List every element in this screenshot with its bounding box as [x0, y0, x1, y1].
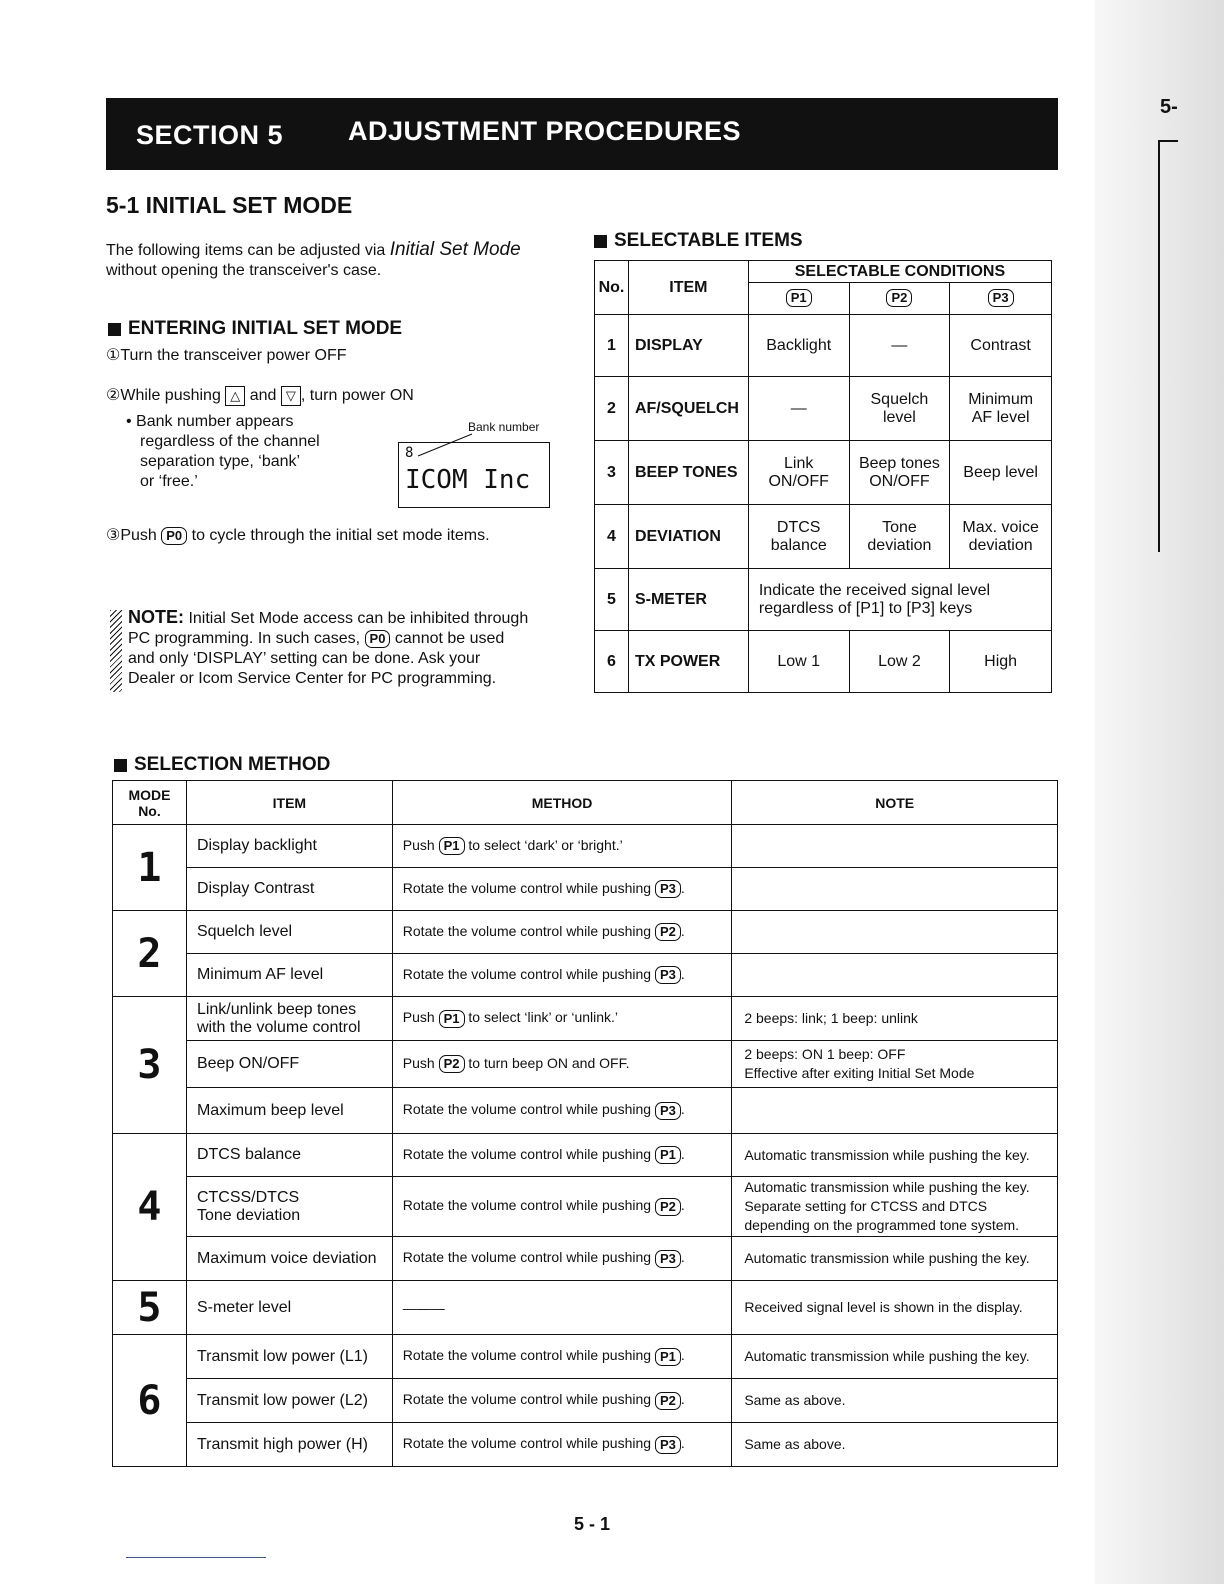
- method-push: Push: [402, 1009, 435, 1026]
- header-p1: [748, 283, 849, 315]
- method-rotate: Rotate the volume control while pushing: [402, 879, 652, 896]
- row-cond-p3: Beep level: [950, 441, 1052, 505]
- row-item: DTCS balance: [186, 1134, 392, 1177]
- row-method: Rotate the volume control while pushing P1 .: [392, 1134, 732, 1177]
- mode-number: 3: [113, 997, 187, 1134]
- row-item: TX POWER: [628, 631, 748, 693]
- p2-key-icon: P2: [886, 289, 912, 307]
- row-cond-p3: [950, 505, 1052, 569]
- selectable-title: SELECTABLE ITEMS: [614, 230, 803, 251]
- row-no: 2: [595, 377, 629, 441]
- row-no: 5: [595, 569, 629, 631]
- item-line: CTCSS/DTCS: [196, 1188, 300, 1206]
- cond-line: Tone: [882, 518, 917, 536]
- intro-emphasis: Initial Set Mode: [389, 239, 521, 260]
- header-item: ITEM: [628, 261, 748, 315]
- table-row: [595, 631, 1052, 693]
- step-2-pre: ②While pushing: [106, 387, 221, 405]
- row-method: Rotate the volume control while pushing P3 .: [392, 954, 732, 997]
- header-note: NOTE: [732, 781, 1058, 825]
- mode-number: 5: [113, 1281, 187, 1335]
- table-row: [113, 1041, 1058, 1088]
- header-method: METHOD: [392, 781, 732, 825]
- row-item: Beep ON/OFF: [186, 1041, 392, 1088]
- row-cond-p1: [748, 441, 849, 505]
- cond-line: AF level: [971, 408, 1030, 426]
- table-row: [113, 1134, 1058, 1177]
- table-row: [113, 1335, 1058, 1379]
- table-row: [595, 377, 1052, 441]
- note-marker: [110, 610, 122, 692]
- method-tail: to turn beep ON and OFF.: [468, 1054, 630, 1071]
- method-tail: to select ‘link’ or ‘unlink.’: [468, 1009, 619, 1026]
- table-row: [113, 997, 1058, 1041]
- p1-key-icon: P1: [439, 1010, 465, 1028]
- cond-line: balance: [770, 536, 827, 554]
- table-row: [113, 1088, 1058, 1134]
- row-method: [392, 825, 732, 868]
- cond-line: level: [882, 408, 916, 426]
- step-2: [106, 386, 414, 406]
- cond-line: DTCS: [776, 518, 821, 536]
- header-p2: [849, 283, 950, 315]
- mode-number: 6: [113, 1335, 187, 1467]
- step-3-post: to cycle through the initial set mode items.: [191, 527, 490, 544]
- method-rotate: Rotate the volume control while pushing: [402, 1391, 652, 1408]
- row-method: Rotate the volume control while pushing P3 .: [392, 1088, 732, 1134]
- table-row: [595, 569, 1052, 631]
- note-line: Separate setting for CTCSS and DTCS: [744, 1198, 988, 1214]
- row-cond-p1: [748, 505, 849, 569]
- note-line: depending on the programmed tone system.: [744, 1217, 1020, 1233]
- row-method: [392, 1041, 732, 1088]
- selectable-heading: [594, 230, 803, 252]
- row-method: Rotate the volume control while pushing P3 .: [392, 1237, 732, 1281]
- row-note: Same as above.: [732, 1423, 1058, 1467]
- cond-line: Squelch: [870, 390, 929, 408]
- row-note: [732, 1177, 1058, 1237]
- page-number: 5 - 1: [574, 1514, 611, 1534]
- row-item: [186, 997, 392, 1041]
- row-item: DISPLAY: [628, 315, 748, 377]
- row-cond-p1: Low 1: [748, 631, 849, 693]
- row-note: [732, 825, 1058, 868]
- row-cond-p3: Contrast: [950, 315, 1052, 377]
- bullet-square-icon: [114, 759, 127, 772]
- p3-key-icon: P3: [655, 1102, 681, 1120]
- p1-key-icon: P1: [655, 1146, 681, 1164]
- cond-line: Link: [784, 454, 814, 472]
- p0-key-icon: P0: [365, 630, 391, 648]
- header-mode: [113, 781, 187, 825]
- row-cond-p2: [849, 377, 950, 441]
- p1-key-icon: P1: [786, 289, 812, 307]
- row-note: [732, 1041, 1058, 1088]
- bullet-line-3: separation type, ‘bank’: [140, 453, 301, 470]
- cond-line: Max. voice: [962, 518, 1039, 536]
- row-method: Rotate the volume control while pushing P1 .: [392, 1335, 732, 1379]
- method-rotate: Rotate the volume control while pushing: [402, 1347, 652, 1364]
- lcd-bank-digit: 8: [405, 445, 414, 461]
- table-row: [113, 1237, 1058, 1281]
- item-line: with the volume control: [196, 1018, 361, 1036]
- p3-key-icon: P3: [988, 289, 1014, 307]
- row-item: Display backlight: [186, 825, 392, 868]
- p3-key-icon: P3: [655, 880, 681, 898]
- row-item: Transmit high power (H): [186, 1423, 392, 1467]
- row-item: Maximum beep level: [186, 1088, 392, 1134]
- header-conditions: SELECTABLE CONDITIONS: [748, 261, 1051, 283]
- table-row: [113, 1177, 1058, 1237]
- entering-title: ENTERING INITIAL SET MODE: [128, 318, 403, 339]
- item-line: Link/unlink beep tones: [196, 1000, 357, 1018]
- cond-line: Minimum: [968, 390, 1034, 408]
- row-item: Maximum voice deviation: [186, 1237, 392, 1281]
- mode-number: 2: [113, 911, 187, 997]
- method-rotate: Rotate the volume control while pushing: [402, 922, 652, 939]
- header-mode-line: No.: [138, 802, 161, 819]
- row-item: S-METER: [628, 569, 748, 631]
- p1-key-icon: P1: [655, 1348, 681, 1366]
- item-line: Tone deviation: [196, 1206, 301, 1224]
- p2-key-icon: P2: [655, 923, 681, 941]
- method-rotate: Rotate the volume control while pushing: [402, 1145, 652, 1162]
- row-item: DEVIATION: [628, 505, 748, 569]
- method-rotate: Rotate the volume control while pushing: [402, 1101, 652, 1118]
- row-method: Rotate the volume control while pushing P2 .: [392, 1379, 732, 1423]
- cond-line: deviation: [867, 536, 932, 554]
- row-note: [732, 954, 1058, 997]
- note-line-4: Dealer or Icom Service Center for PC programming.: [128, 670, 497, 687]
- header-item: ITEM: [186, 781, 392, 825]
- row-note: Automatic transmission while pushing the key.: [732, 1134, 1058, 1177]
- cond-line: Indicate the received signal level: [758, 581, 991, 599]
- table-row: [595, 441, 1052, 505]
- note-line: Effective after exiting Initial Set Mode: [744, 1065, 975, 1081]
- row-method: ———: [392, 1281, 732, 1335]
- method-rotate: Rotate the volume control while pushing: [402, 1435, 652, 1452]
- mode-number: 1: [113, 825, 187, 911]
- adjacent-page-heading: 5-: [1160, 96, 1178, 118]
- row-item: S-meter level: [186, 1281, 392, 1335]
- row-no: 6: [595, 631, 629, 693]
- method-rotate: Rotate the volume control while pushing: [402, 1197, 652, 1214]
- row-cond-p2: Low 2: [849, 631, 950, 693]
- row-method: Rotate the volume control while pushing P2 .: [392, 1177, 732, 1237]
- note-line-2-post: cannot be used: [394, 630, 505, 647]
- row-method: Rotate the volume control while pushing P3 .: [392, 868, 732, 911]
- row-cond-p1: —: [748, 377, 849, 441]
- note-line: 2 beeps: ON 1 beep: OFF: [744, 1046, 906, 1062]
- p3-key-icon: P3: [655, 966, 681, 984]
- down-key-icon: ▽: [281, 386, 301, 406]
- adjacent-page-frame: [1158, 140, 1178, 552]
- selectable-items-table: [594, 260, 1052, 693]
- method-heading: [114, 754, 330, 776]
- row-item: Minimum AF level: [186, 954, 392, 997]
- mode-number: 4: [113, 1134, 187, 1281]
- intro-post: without opening the transceiver's case.: [106, 262, 382, 279]
- bank-number-label: Bank number: [468, 420, 540, 434]
- row-no: 4: [595, 505, 629, 569]
- table-row: [113, 911, 1058, 954]
- page-heading: 5-1 INITIAL SET MODE: [106, 192, 353, 218]
- cond-line: ON/OFF: [768, 472, 829, 490]
- method-push: Push: [402, 1054, 435, 1071]
- row-item: Transmit low power (L2): [186, 1379, 392, 1423]
- section-banner: [106, 98, 1058, 170]
- lcd-display: [398, 442, 550, 508]
- intro-text: [106, 240, 576, 281]
- row-item: Squelch level: [186, 911, 392, 954]
- table-row: [113, 1281, 1058, 1335]
- method-tail: to select ‘dark’ or ‘bright.’: [468, 836, 623, 853]
- note-block: [128, 607, 558, 689]
- p3-key-icon: P3: [655, 1250, 681, 1268]
- p2-key-icon: P2: [655, 1198, 681, 1216]
- row-cond-p3: [950, 377, 1052, 441]
- section-number: SECTION 5: [136, 120, 284, 150]
- row-item: BEEP TONES: [628, 441, 748, 505]
- table-row: [113, 825, 1058, 868]
- header-p3: [950, 283, 1052, 315]
- bullet-square-icon: [594, 235, 607, 248]
- row-method: [392, 997, 732, 1041]
- step-3-pre: ③Push: [106, 527, 157, 544]
- row-cond-p2: [849, 441, 950, 505]
- section-title: ADJUSTMENT PROCEDURES: [348, 116, 742, 146]
- table-row: [113, 1379, 1058, 1423]
- cond-line: Beep tones: [858, 454, 940, 472]
- note-label: NOTE:: [128, 607, 184, 627]
- row-cond-span: [748, 569, 1051, 631]
- row-note: [732, 868, 1058, 911]
- bullet-line-4: or ‘free.’: [140, 473, 198, 490]
- note-line-2-pre: PC programming. In such cases,: [128, 630, 361, 647]
- bullet-line-1: • Bank number appears: [126, 413, 294, 430]
- header-no: No.: [595, 261, 629, 315]
- row-method: Rotate the volume control while pushing P3 .: [392, 1423, 732, 1467]
- up-key-icon: △: [225, 386, 245, 406]
- p2-key-icon: P2: [439, 1055, 465, 1073]
- p0-key-icon: P0: [161, 527, 187, 545]
- note-line-1: Initial Set Mode access can be inhibited through: [188, 610, 529, 627]
- table-row: [595, 505, 1052, 569]
- row-item: Transmit low power (L1): [186, 1335, 392, 1379]
- step-3: [106, 526, 490, 546]
- table-row: [113, 954, 1058, 997]
- row-item: AF/SQUELCH: [628, 377, 748, 441]
- table-header-row: [113, 781, 1058, 825]
- row-cond-p2: [849, 505, 950, 569]
- cond-line: deviation: [968, 536, 1033, 554]
- header-mode-line: MODE: [128, 786, 171, 803]
- table-header-row: [595, 261, 1052, 283]
- selection-method-table: [112, 780, 1058, 1467]
- row-no: 3: [595, 441, 629, 505]
- step-1: ①Turn the transceiver power OFF: [106, 347, 347, 364]
- p1-key-icon: P1: [439, 837, 465, 855]
- method-push: Push: [402, 836, 435, 853]
- row-no: 1: [595, 315, 629, 377]
- entering-heading: [108, 318, 402, 340]
- row-note: 2 beeps: link; 1 beep: unlink: [732, 997, 1058, 1041]
- step-2-post: , turn power ON: [300, 387, 414, 405]
- row-item: [186, 1177, 392, 1237]
- step-2-and: and: [249, 387, 277, 405]
- cond-line: ON/OFF: [869, 472, 930, 490]
- lcd-text: ICOM Inc: [405, 465, 531, 495]
- p3-key-icon: P3: [655, 1436, 681, 1454]
- table-row: [113, 1423, 1058, 1467]
- note-line-3: and only ‘DISPLAY’ setting can be done. Ask your: [128, 650, 481, 667]
- row-cond-p2: —: [849, 315, 950, 377]
- row-note: Same as above.: [732, 1379, 1058, 1423]
- row-item: Display Contrast: [186, 868, 392, 911]
- method-title: SELECTION METHOD: [134, 754, 331, 775]
- method-rotate: Rotate the volume control while pushing: [402, 965, 652, 982]
- note-line: Automatic transmission while pushing the key.: [744, 1179, 1030, 1195]
- footer-line: [126, 1557, 266, 1558]
- table-row: [595, 315, 1052, 377]
- row-cond-p1: Backlight: [748, 315, 849, 377]
- row-note: Received signal level is shown in the display.: [732, 1281, 1058, 1335]
- row-note: [732, 911, 1058, 954]
- bullet-square-icon: [108, 323, 121, 336]
- row-note: Automatic transmission while pushing the key.: [732, 1237, 1058, 1281]
- method-rotate: Rotate the volume control while pushing: [402, 1249, 652, 1266]
- bullet-line-2: regardless of the channel: [140, 433, 320, 450]
- row-note: Automatic transmission while pushing the key.: [732, 1335, 1058, 1379]
- row-cond-p3: High: [950, 631, 1052, 693]
- intro-pre: The following items can be adjusted via: [106, 242, 390, 259]
- p2-key-icon: P2: [655, 1392, 681, 1410]
- table-row: [113, 868, 1058, 911]
- cond-line: regardless of [P1] to [P3] keys: [758, 599, 973, 617]
- row-note: [732, 1088, 1058, 1134]
- row-method: Rotate the volume control while pushing P2 .: [392, 911, 732, 954]
